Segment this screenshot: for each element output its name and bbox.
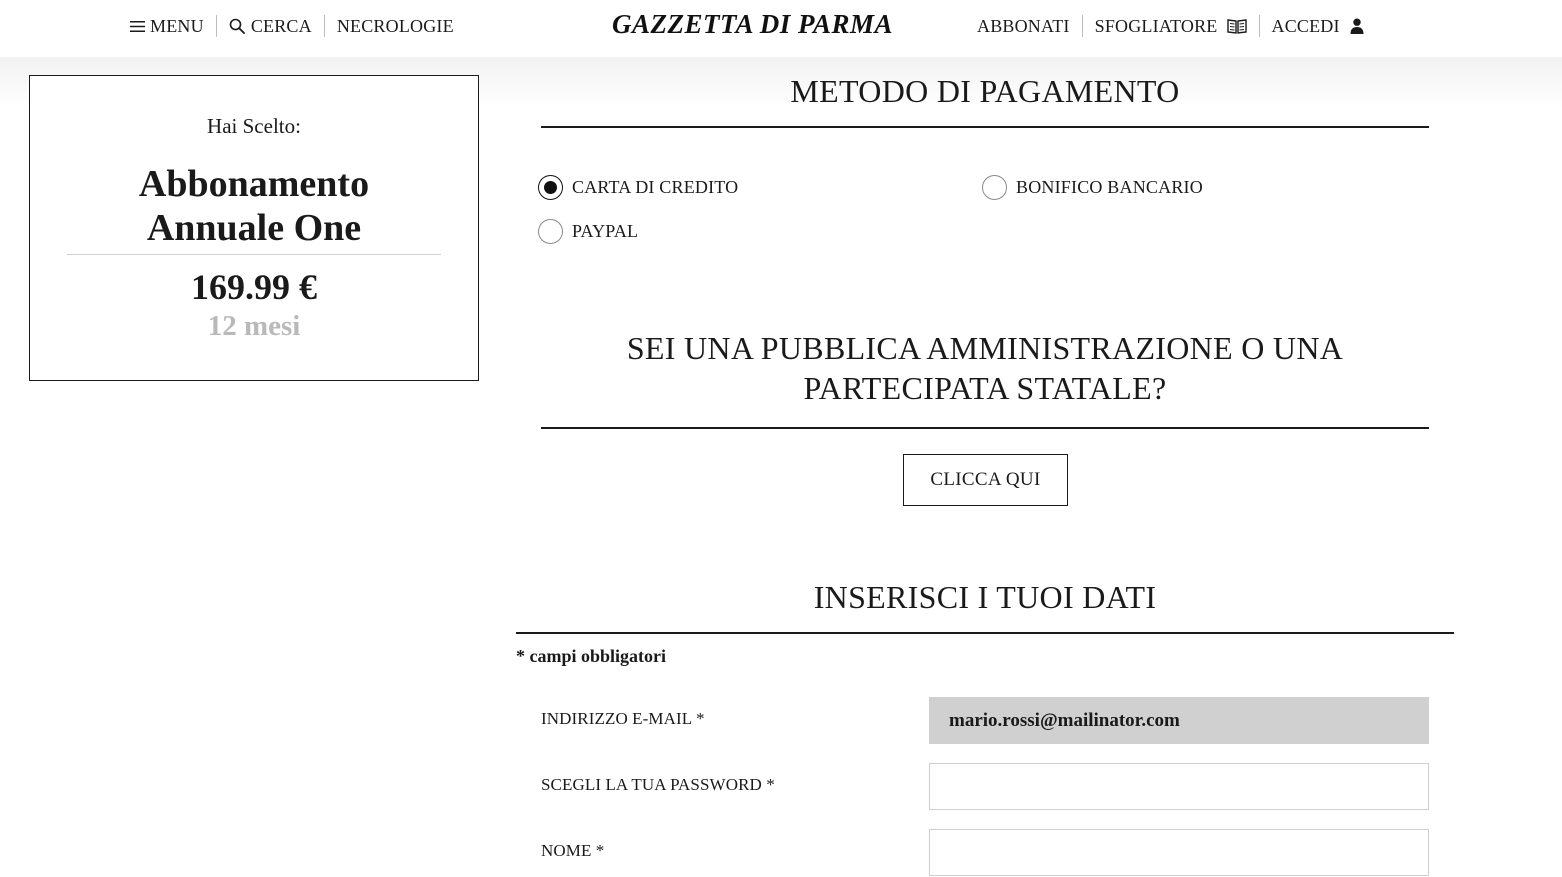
plan-name-line2: Annuale One xyxy=(146,207,362,249)
first-name-label: NOME * xyxy=(541,841,605,860)
radio-dot xyxy=(544,181,557,194)
public-admin-title-rule xyxy=(541,427,1429,429)
plan-name-line1: Abbonamento xyxy=(138,163,370,205)
plan-duration: 12 mesi xyxy=(207,310,301,342)
first-name-field[interactable] xyxy=(929,829,1429,876)
site-logo[interactable]: GAZZETTA DI PARMA xyxy=(612,9,894,39)
radio-button[interactable] xyxy=(982,175,1007,200)
bank-transfer-label: BONIFICO BANCARIO xyxy=(1016,177,1203,197)
header-left-nav xyxy=(130,14,454,38)
sfogliatore-label: SFOGLIATORE xyxy=(1094,15,1218,36)
credit-card-label: CARTA DI CREDITO xyxy=(572,177,739,197)
nav-divider xyxy=(216,15,217,37)
payment-option-paypal[interactable] xyxy=(538,219,638,244)
public-admin-title-line1: SEI UNA PUBBLICA AMMINISTRAZIONE O UNA xyxy=(626,330,1344,366)
user-data-title: INSERISCI I TUOI DATI xyxy=(813,579,1157,615)
required-fields-note: * campi obbligatori xyxy=(516,646,667,666)
click-here-button[interactable]: CLICCA QUI xyxy=(903,454,1068,506)
payment-method-title: METODO DI PAGAMENTO xyxy=(790,73,1180,109)
abbonati-label: ABBONATI xyxy=(977,15,1070,36)
nav-divider xyxy=(1082,15,1083,37)
plan-name xyxy=(30,162,478,250)
password-field[interactable] xyxy=(929,763,1429,810)
hamburger-icon xyxy=(130,20,145,33)
search-label: CERCA xyxy=(250,15,312,36)
radio-button-checked[interactable] xyxy=(538,175,563,200)
public-admin-title xyxy=(541,328,1429,408)
email-field[interactable] xyxy=(929,697,1429,744)
summary-divider xyxy=(67,254,441,255)
plan-price: 169.99 € xyxy=(191,267,317,307)
accedi-label: ACCEDI xyxy=(1271,15,1340,36)
user-data-title-rule xyxy=(516,632,1454,634)
accedi-button[interactable] xyxy=(1272,16,1364,37)
password-label: SCEGLI LA TUA PASSWORD * xyxy=(541,775,775,794)
user-icon xyxy=(1350,18,1364,34)
search-icon xyxy=(229,18,245,34)
chosen-label: Hai Scelto: xyxy=(207,114,301,138)
necrologie-link[interactable] xyxy=(337,16,454,37)
menu-label: MENU xyxy=(150,15,204,36)
nav-divider xyxy=(324,15,325,37)
subscription-summary-card xyxy=(29,75,479,381)
necrologie-label: NECROLOGIE xyxy=(336,15,454,36)
public-admin-title-line2: PARTECIPATA STATALE? xyxy=(803,370,1167,406)
open-book-icon xyxy=(1227,18,1247,34)
payment-option-credit-card[interactable] xyxy=(538,175,738,200)
abbonati-link[interactable] xyxy=(977,16,1070,37)
payment-title-rule xyxy=(541,126,1429,128)
payment-option-bank-transfer[interactable] xyxy=(982,175,1203,200)
email-label: INDIRIZZO E-MAIL * xyxy=(541,709,705,728)
menu-button[interactable] xyxy=(130,16,204,37)
nav-divider xyxy=(1259,15,1260,37)
search-button[interactable] xyxy=(229,16,312,37)
site-header xyxy=(0,0,1562,57)
paypal-label: PAYPAL xyxy=(572,221,639,241)
radio-button[interactable] xyxy=(538,219,563,244)
header-right-nav xyxy=(977,14,1364,38)
sfogliatore-link[interactable] xyxy=(1095,16,1247,37)
